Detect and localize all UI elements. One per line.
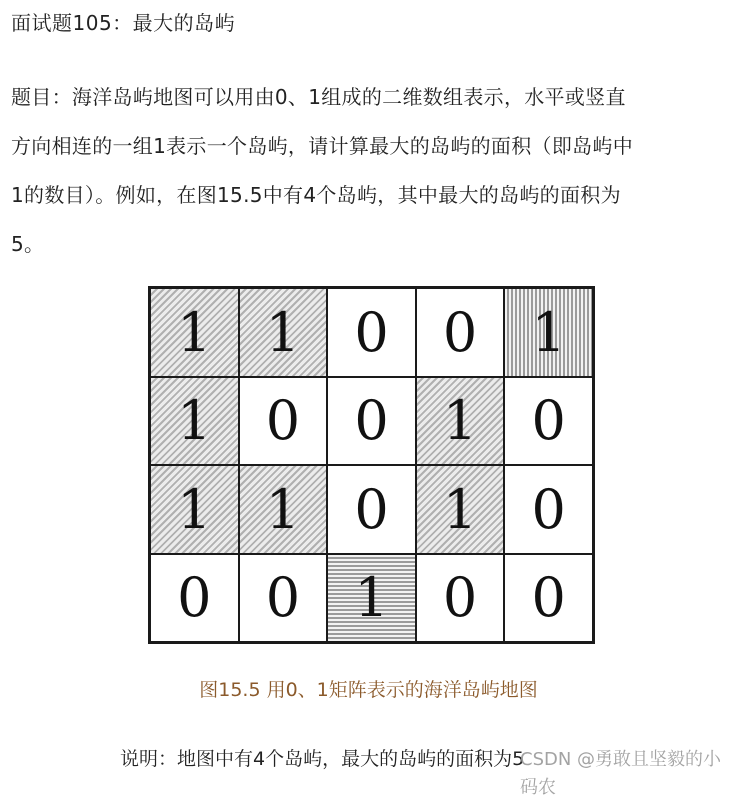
problem-line: 1的数目）。例如，在图15.5中有4个岛屿，其中最大的岛屿的面积为 [11,183,621,207]
page-title: 面试题105：最大的岛屿 [11,11,236,35]
figure-caption: 图15.5 用0、1矩阵表示的海洋岛屿地图 [199,679,538,701]
grid-cell: 1 [150,465,239,554]
grid-cell: 0 [504,377,593,466]
grid-cell: 0 [504,554,593,643]
grid-cell: 1 [416,465,505,554]
grid-cell: 0 [416,288,505,377]
problem-line: 题目：海洋岛屿地图可以用由0、1组成的二维数组表示，水平或竖直 [11,85,626,109]
grid-cell: 0 [504,465,593,554]
problem-line: 5。 [11,232,45,256]
grid-cell: 1 [327,554,416,643]
island-grid-figure [148,286,595,644]
grid-cell: 0 [416,554,505,643]
grid-cell: 0 [239,554,328,643]
grid-cell: 1 [150,288,239,377]
grid-cell: 1 [504,288,593,377]
problem-statement [11,73,723,269]
problem-line: 方向相连的一组1表示一个岛屿，请计算最大的岛屿的面积（即岛屿中 [11,134,634,158]
grid-cell: 1 [416,377,505,466]
grid-cell: 0 [327,465,416,554]
grid-cell: 0 [327,288,416,377]
note-text: 说明：地图中有4个岛屿，最大的岛屿的面积为5 [120,748,525,770]
grid-cell: 1 [239,288,328,377]
watermark: CSDN @勇敢且坚毅的小码农 [520,749,722,798]
grid-cell: 1 [150,377,239,466]
grid-cell: 1 [239,465,328,554]
grid-cell: 0 [239,377,328,466]
grid-cell: 0 [150,554,239,643]
grid-cell: 0 [327,377,416,466]
